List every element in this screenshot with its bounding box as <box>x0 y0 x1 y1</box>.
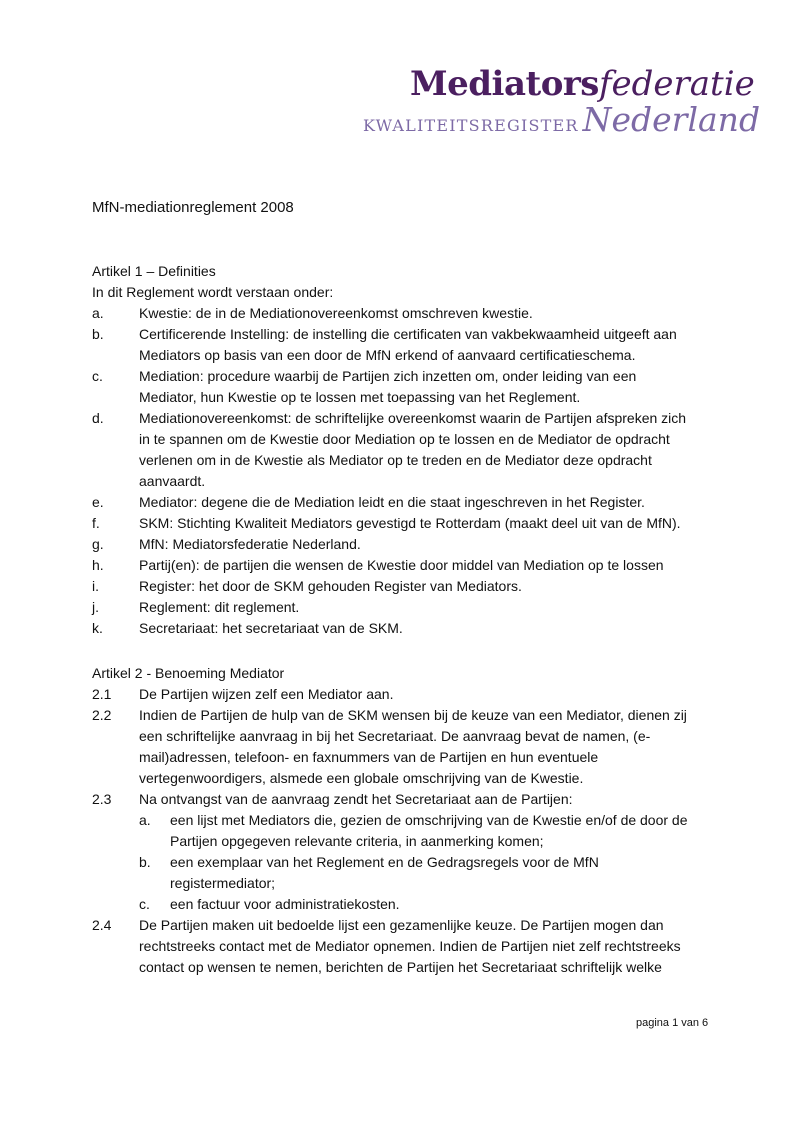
item-text: aanvaardt. <box>139 473 206 489</box>
item-text: Kwestie: de in de Mediationovereenkomst omschreven kwestie. <box>139 305 533 321</box>
item-text: MfN: Mediatorsfederatie Nederland. <box>139 536 361 552</box>
item-text: Mediator: degene die de Mediation leidt en die staat ingeschreven in het Register. <box>139 494 645 510</box>
list-item-line <box>92 450 712 471</box>
list-item-line <box>92 534 712 555</box>
list-item-line <box>92 618 712 639</box>
item-text: Secretariaat: het secretariaat van de SKM. <box>139 620 403 636</box>
item-label: 2.1 <box>92 686 112 702</box>
article-1 <box>92 261 712 639</box>
logo-word-kwaliteitsregister: KWALITEITSREGISTER <box>363 116 579 135</box>
list-item-line <box>92 555 712 576</box>
item-text: Mediator, hun Kwestie op te lossen met toepassing van het Reglement. <box>139 389 581 405</box>
item-text: een exemplaar van het Reglement en de Gedragsregels voor de MfN <box>170 854 599 870</box>
list-item-line <box>92 387 712 408</box>
logo-word-mediators: Mediators <box>410 64 599 104</box>
list-item-line <box>92 789 712 810</box>
item-label: b. <box>139 854 151 870</box>
item-text: Register: het door de SKM gehouden Register van Mediators. <box>139 578 522 594</box>
item-text: Na ontvangst van de aanvraag zendt het Secretariaat aan de Partijen: <box>139 791 573 807</box>
item-text: registermediator; <box>170 875 276 891</box>
item-label: j. <box>92 599 99 615</box>
list-item-line <box>92 852 712 873</box>
document-title: MfN-mediationreglement 2008 <box>92 199 294 216</box>
item-label: i. <box>92 578 99 594</box>
item-text: rechtstreeks contact met de Mediator opnemen. Indien de Partijen niet zelf rechtstreeks <box>139 938 681 954</box>
logo-word-federatie: federatie <box>598 64 755 104</box>
list-item-line <box>92 873 712 894</box>
list-item-line <box>92 726 712 747</box>
item-label: a. <box>139 812 151 828</box>
list-item-line <box>92 705 712 726</box>
logo-word-nederland: Nederland <box>582 100 761 139</box>
item-text: een schriftelijke aanvraag in bij het Secretariaat. De aanvraag bevat de namen, (e- <box>139 728 651 744</box>
item-label: k. <box>92 620 103 636</box>
list-item-line <box>92 936 712 957</box>
item-text: Indien de Partijen de hulp van de SKM wensen bij de keuze van een Mediator, dienen zij <box>139 707 687 723</box>
item-label: d. <box>92 410 104 426</box>
list-item-line <box>92 894 712 915</box>
list-item-line <box>92 513 712 534</box>
item-label: b. <box>92 326 104 342</box>
item-text: mail)adressen, telefoon- en faxnummers van de Partijen en hun eventuele <box>139 749 599 765</box>
logo-top-line <box>410 64 755 104</box>
list-item-line <box>92 576 712 597</box>
page-number: pagina 1 van 6 <box>636 1017 709 1029</box>
list-item-line <box>92 915 712 936</box>
item-text: Partij(en): de partijen die wensen de Kwestie door middel van Mediation op te lossen <box>139 557 664 573</box>
item-label: g. <box>92 536 104 552</box>
item-text: Partijen opgegeven relevante criteria, in aanmerking komen; <box>170 833 544 849</box>
list-item-line <box>92 345 712 366</box>
list-item-line <box>92 810 712 831</box>
item-text: Mediators op basis van een door de MfN erkend of aanvaard certificatieschema. <box>139 347 636 363</box>
article-intro: In dit Reglement wordt verstaan onder: <box>92 284 334 300</box>
item-text: Mediationovereenkomst: de schriftelijke overeenkomst waarin de Partijen afspreken zich <box>139 410 687 426</box>
list-item-line <box>92 831 712 852</box>
item-label: e. <box>92 494 104 510</box>
list-item-line <box>92 684 712 705</box>
list-item-line <box>92 471 712 492</box>
item-text: een lijst met Mediators die, gezien de omschrijving van de Kwestie en/of de door de <box>170 812 688 828</box>
item-label: h. <box>92 557 104 573</box>
list-item-line <box>92 324 712 345</box>
item-label: c. <box>92 368 103 384</box>
list-item-line <box>92 597 712 618</box>
item-text: contact op wensen te nemen, berichten de Partijen het Secretariaat schriftelijk welke <box>139 959 662 975</box>
item-text: SKM: Stichting Kwaliteit Mediators gevestigd te Rotterdam (maakt deel uit van de MfN). <box>139 515 681 531</box>
list-item-line <box>92 492 712 513</box>
article-2 <box>92 663 712 978</box>
item-text: De Partijen maken uit bedoelde lijst een gezamenlijke keuze. De Partijen mogen dan <box>139 917 664 933</box>
logo-bottom-line <box>363 100 761 139</box>
article-heading: Artikel 2 - Benoeming Mediator <box>92 665 285 681</box>
item-label: f. <box>92 515 100 531</box>
list-item-line <box>92 366 712 387</box>
list-item-line <box>92 408 712 429</box>
item-text: Certificerende Instelling: de instelling die certificaten van vakbekwaamheid uitgeeft aan <box>139 326 677 342</box>
list-item-line <box>92 429 712 450</box>
item-text: Reglement: dit reglement. <box>139 599 300 615</box>
item-text: in te spannen om de Kwestie door Mediation op te lossen en de Mediator de opdracht <box>139 431 670 447</box>
item-label: 2.3 <box>92 791 112 807</box>
item-label: 2.4 <box>92 917 112 933</box>
list-item-line <box>92 747 712 768</box>
item-label: a. <box>92 305 104 321</box>
list-item-line <box>92 957 712 978</box>
item-text: De Partijen wijzen zelf een Mediator aan. <box>139 686 394 702</box>
item-label: c. <box>139 896 150 912</box>
item-text: een factuur voor administratiekosten. <box>170 896 400 912</box>
item-text: vertegenwoordigers, alsmede een globale omschrijving van de Kwestie. <box>139 770 584 786</box>
item-text: verlenen om in de Kwestie als Mediator op te treden en de Mediator deze opdracht <box>139 452 652 468</box>
list-item-line <box>92 303 712 324</box>
list-item-line <box>92 768 712 789</box>
article-heading: Artikel 1 – Definities <box>92 263 216 279</box>
item-label: 2.2 <box>92 707 112 723</box>
item-text: Mediation: procedure waarbij de Partijen zich inzetten om, onder leiding van een <box>139 368 637 384</box>
